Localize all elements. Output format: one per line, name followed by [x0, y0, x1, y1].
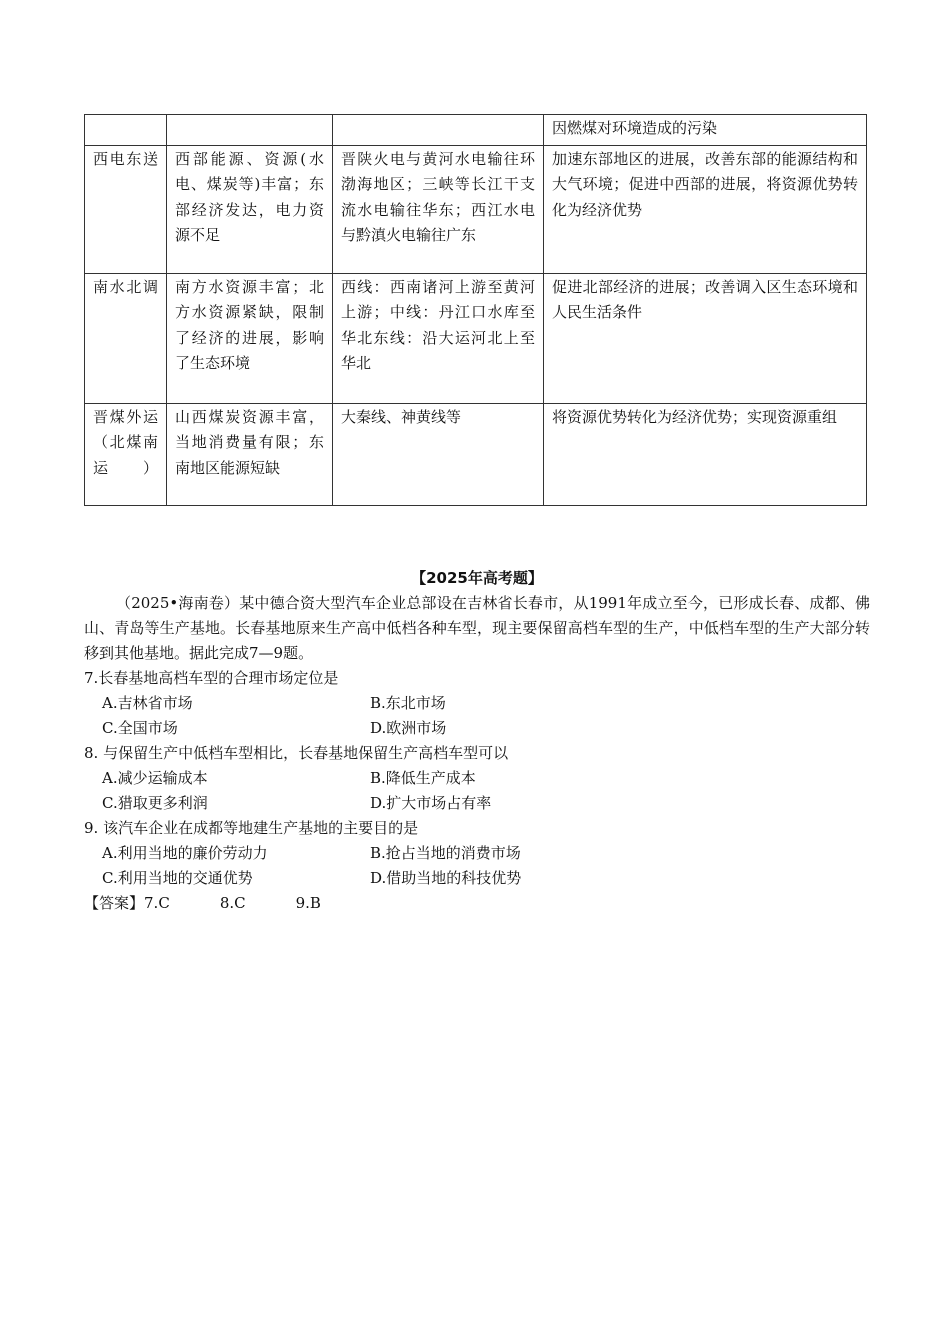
significance-cell: 加速东部地区的进展，改善东部的能源结构和大气环境；促进中西部的进展，将资源优势转化为经济优势: [544, 145, 867, 273]
question-stem: 7.长春基地高档车型的合理市场定位是: [84, 669, 339, 687]
option-d: D.借助当地的科技优势: [370, 869, 522, 887]
table-row: [85, 403, 867, 505]
option-b: B.抢占当地的消费市场: [370, 844, 521, 862]
significance-cell: 促进北部经济的进展；改善调入区生态环境和人民生活条件: [544, 273, 867, 403]
route-cell: 晋陕火电与黄河水电输往环渤海地区；三峡等长江干支流水电输往华东；西江水电与黔滇火电输往广东: [333, 145, 544, 273]
answer-item: 8.C: [219, 894, 246, 912]
route-cell: [333, 115, 544, 146]
option-a: A.吉林省市场: [102, 694, 193, 712]
option-row: [84, 841, 870, 866]
condition-cell: 南方水资源丰富；北方水资源紧缺，限制了经济的进展，影响了生态环境: [167, 273, 333, 403]
table-row: [85, 115, 867, 146]
condition-cell: 西部能源、资源(水电、煤炭等)丰富；东部经济发达，电力资源不足: [167, 145, 333, 273]
option-a: A.利用当地的廉价劳动力: [102, 844, 268, 862]
option-c: C.全国市场: [102, 719, 178, 737]
answer-item: 9.B: [295, 894, 321, 912]
option-b: B.降低生产成本: [370, 769, 476, 787]
option-c: C.利用当地的交通优势: [102, 869, 253, 887]
condition-cell: [167, 115, 333, 146]
project-name-cell: [85, 115, 167, 146]
question-intro: （2025•海南卷）某中德合资大型汽车企业总部设在吉林省长春市，从1991年成立至今，已形成长春、成都、佛山、青岛等生产基地。长春基地原来生产高中低档各种车型，现主要保留高档车型的生产，中低档车型的生产大部分转移到其他基地。据此完成7—9题。: [84, 594, 870, 662]
route-cell: 大秦线、神黄线等: [333, 403, 544, 505]
resource-transfer-table: [84, 114, 867, 506]
option-a: A.减少运输成本: [102, 769, 208, 787]
option-row: [84, 766, 870, 791]
section-heading: 【2025年高考题】: [411, 569, 543, 587]
option-b: B.东北市场: [370, 694, 446, 712]
option-d: D.扩大市场占有率: [370, 794, 492, 812]
question-stem: 9. 该汽车企业在成都等地建生产基地的主要目的是: [84, 819, 419, 837]
project-name-cell: 晋煤外运（北煤南运）: [85, 403, 167, 505]
option-row: [84, 716, 870, 741]
answer-item: 7.C: [144, 894, 170, 912]
answer-line: [84, 891, 870, 916]
project-name-cell: 南水北调: [85, 273, 167, 403]
option-row: [84, 691, 870, 716]
significance-cell: 因燃煤对环境造成的污染: [544, 115, 867, 146]
table-row: [85, 145, 867, 273]
answer-label: 【答案】: [84, 894, 145, 912]
option-row: [84, 866, 870, 891]
project-name-cell: 西电东送: [85, 145, 167, 273]
option-d: D.欧洲市场: [370, 719, 447, 737]
option-row: [84, 791, 870, 816]
option-c: C.猎取更多利润: [102, 794, 208, 812]
condition-cell: 山西煤炭资源丰富，当地消费量有限；东南地区能源短缺: [167, 403, 333, 505]
exam-section: [84, 566, 870, 916]
significance-cell: 将资源优势转化为经济优势；实现资源重组: [544, 403, 867, 505]
question-stem: 8. 与保留生产中低档车型相比，长春基地保留生产高档车型可以: [84, 744, 509, 762]
route-cell: 西线：西南诸河上游至黄河上游；中线：丹江口水库至华北东线：沿大运河北上至华北: [333, 273, 544, 403]
table-row: [85, 273, 867, 403]
